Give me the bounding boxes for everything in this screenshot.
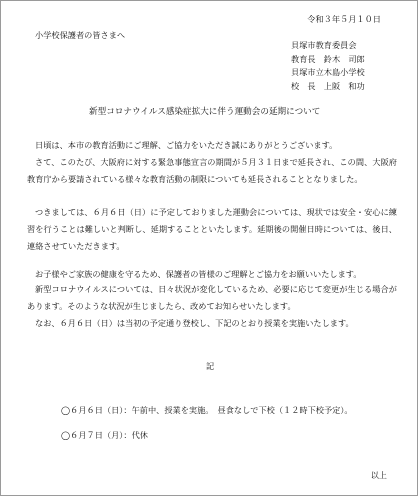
recipient-line: 小学校保護者の皆さまへ bbox=[35, 30, 126, 40]
schedule-item: ◯６月６日（日）：午前中、授業を実施。 昼食なしで下校（１２時下校予定）。 bbox=[61, 405, 353, 415]
schedule-item: ◯６月７日（月）：代休 bbox=[61, 430, 148, 440]
sender-line: 校 長 上阪 和功 bbox=[291, 80, 365, 91]
notice-heading: 記 bbox=[206, 361, 215, 371]
body-paragraph: なお、６月６日（日）は当初の予定通り登校し、下記のとおり授業を実施いたします。 bbox=[35, 318, 354, 328]
sender-block bbox=[291, 39, 365, 93]
body-paragraph: 日頃は、本市の教育活動にご理解、ご協力をいただき誠にありがとうございます。 bbox=[35, 140, 338, 150]
body-paragraph: つきましては、６月６日（日）に予定しておりました運動会については、現状では安全・安心に練習を行うことは難しいと判断し、延期することといたします。延期後の開催日時については、後日、連絡させていただきます。 bbox=[27, 207, 397, 251]
sender-line: 教育長 鈴木 司郎 bbox=[291, 53, 365, 64]
document-date: 令和３年５月１０日 bbox=[307, 14, 381, 24]
sender-line: 貝塚市立木島小学校 bbox=[291, 67, 365, 77]
body-paragraph: さて、このたび、大阪府に対する緊急事態宣言の期間が５月３１日まで延長され、この間、大阪府教育庁から要請されている様々な教育活動の制限についても延長されることとなりました。 bbox=[27, 157, 397, 184]
closing-mark: 以上 bbox=[370, 470, 387, 480]
sender-line: 貝塚市教育委員会 bbox=[291, 40, 357, 50]
body-paragraph: お子様やご家族の健康を守るため、保護者の皆様のご理解とご協力をお願いいたします。 bbox=[35, 269, 362, 279]
body-paragraph: 新型コロナウイルスについては、日々状況が変化しているため、必要に応じて変更が生じる場合があります。そのような状況が生じましたら、改めてお知らせいたします。 bbox=[27, 284, 397, 311]
document-title: 新型コロナウイルス感染症拡大に伴う運動会の延期について bbox=[89, 107, 321, 117]
